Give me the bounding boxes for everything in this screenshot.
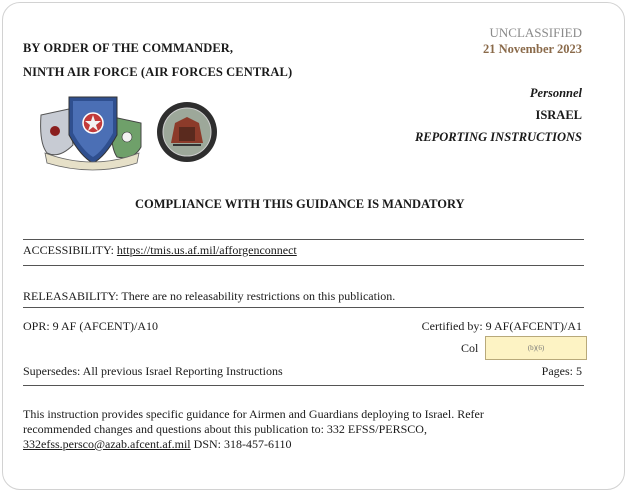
pages-count: Pages: 5 xyxy=(541,364,582,378)
accessibility-row xyxy=(23,243,297,258)
ninth-air-force-shield-emblem xyxy=(33,93,153,173)
divider-3 xyxy=(23,307,584,308)
order-line-1: BY ORDER OF THE COMMANDER, xyxy=(23,41,234,55)
body-line-2: recommended changes and questions about this publication to: 332 EFSS/PERSCO, xyxy=(23,422,427,436)
dsn-text: DSN: 318-457-6110 xyxy=(190,437,292,451)
publication-date: 21 November 2023 xyxy=(482,42,582,56)
releasability-row xyxy=(23,289,395,304)
divider-4 xyxy=(23,385,584,386)
accessibility-link[interactable]: https://tmis.us.af.mil/afforgenconnect xyxy=(116,243,297,257)
compliance-statement: COMPLIANCE WITH THIS GUIDANCE IS MANDATORY xyxy=(135,197,465,211)
redaction-box xyxy=(485,336,587,360)
document-page xyxy=(2,2,625,490)
category-label: Personnel xyxy=(529,86,582,100)
supersedes-text: Supersedes: All previous Israel Reporting Instructions xyxy=(23,364,283,378)
accessibility-label: ACCESSIBILITY: xyxy=(23,243,114,257)
divider-1 xyxy=(23,239,584,240)
classification-marking: UNCLASSIFIED xyxy=(489,25,582,40)
country-label: ISRAEL xyxy=(535,108,582,122)
redaction-label: (b)(6) xyxy=(527,344,545,352)
afcent-round-seal xyxy=(153,99,221,165)
body-line-3 xyxy=(23,437,292,452)
releasability-text: There are no releasability restrictions on this publication. xyxy=(121,289,396,303)
col-label: Col xyxy=(461,341,479,355)
certified-by-text: Certified by: 9 AF(AFCENT)/A1 xyxy=(421,319,582,333)
divider-2 xyxy=(23,265,584,266)
document-title: REPORTING INSTRUCTIONS xyxy=(414,130,582,144)
releasability-label: RELEASABILITY: xyxy=(23,289,119,303)
contact-email-link[interactable]: 332efss.persco@azab.afcent.af.mil xyxy=(23,437,191,451)
body-line-1: This instruction provides specific guidance for Airmen and Guardians deploying to Israel. Refer xyxy=(23,407,484,421)
order-line-2: NINTH AIR FORCE (AIR FORCES CENTRAL) xyxy=(23,65,293,79)
opr-text: OPR: 9 AF (AFCENT)/A10 xyxy=(23,319,159,333)
